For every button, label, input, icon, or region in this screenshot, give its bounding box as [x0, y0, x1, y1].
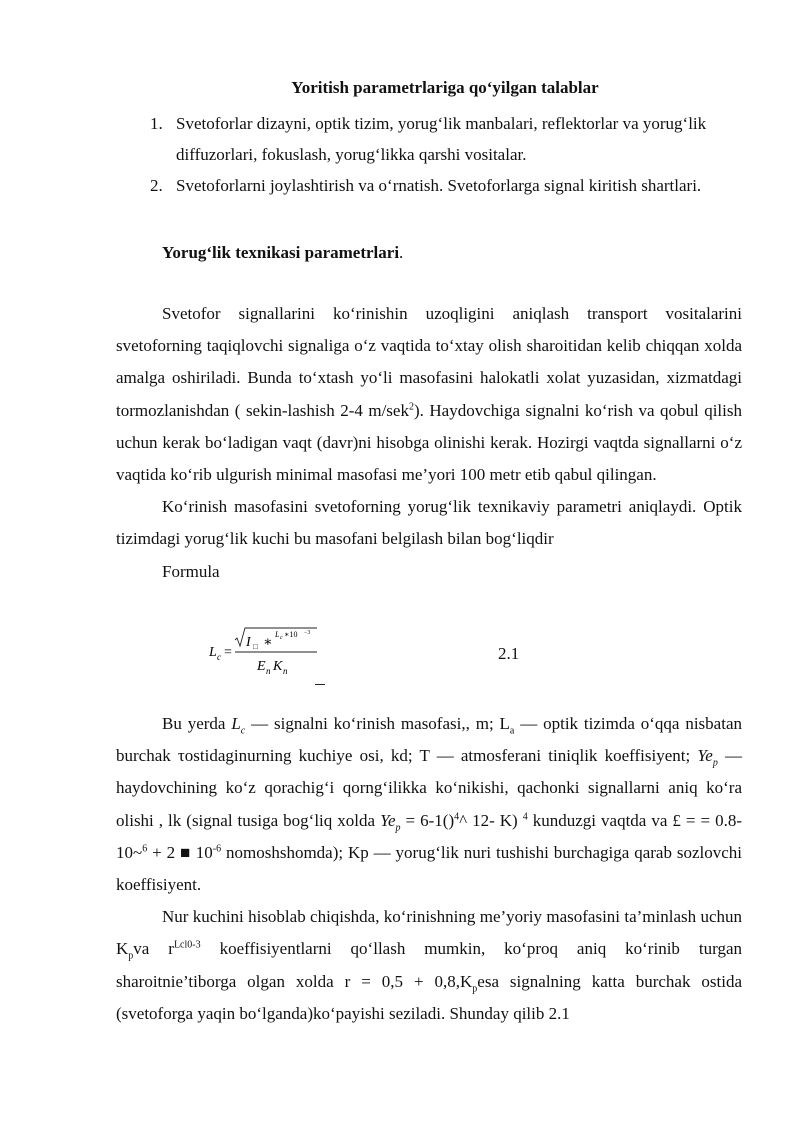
subscript: p: [128, 950, 134, 962]
superscript: 2: [408, 400, 414, 412]
list-item-number: 1.: [150, 114, 163, 133]
formula-label: Formula: [162, 561, 220, 581]
paragraph: [116, 491, 742, 555]
formula-exp-rest: ∗10: [284, 630, 298, 639]
formula-equals: =: [224, 645, 232, 660]
formula-num-star: ∗: [263, 635, 273, 650]
formula-svg: [205, 626, 325, 680]
paragraph-text: Nur kuchini hisoblab chiqishda, ko‘rinishning me’yoriy masofasini ta’minlash uchun K: [116, 907, 742, 959]
subscript: c: [240, 725, 246, 737]
list-item: [150, 108, 710, 170]
paragraph-text: Svetofor signallarini ko‘rinishin uzoqligini aniqlash transport vositalarini svetoforning taqiqlovchi signaliga o‘z vaqtida to‘xtay olish sharoitidan kelib chiqqan xolda amalga oshiriladi. Bunda to‘xtash yo‘li masofasini halokatli xolat yuzasidan, xizmatdagi tormozlanishdan ( sekin-lashish 2-4 m/sek: [116, 304, 742, 420]
paragraph-text: ). Haydovchiga signalni ko‘rish va qobul qilish uchun kerak bo‘ladigan vaqt (davr)ni hisobga olinishi kerak. Hozirgi vaqtda signallarni o‘z vaqtida ko‘rib ulgurish minimal masofasi me’yori 100 metr etib qabul qilingan.: [116, 400, 742, 485]
list-item-text: Svetoforlarni joylashtirish va o‘rnatish. Svetoforlarga signal kiritish shartlari.: [176, 176, 702, 195]
formula-den-E-sub: n: [266, 666, 271, 676]
paragraph-text: Ko‘rinish masofasini svetoforning yorug‘lik texnikaviy parametri aniqlaydi. Optik tizimdagi yorug‘lik kuchi bu masofani belgilash bilan bog‘liqdir: [116, 497, 742, 549]
formula-num-box: □: [253, 642, 258, 651]
formula-num-I: I: [246, 635, 251, 650]
superscript: 4: [522, 810, 528, 822]
paragraph: [116, 298, 742, 491]
formula-exp-L: L: [275, 630, 280, 639]
superscript: Lcl0-3: [173, 939, 201, 951]
paragraph-text: ^ 12- K): [459, 810, 523, 830]
formula-den-K: K: [273, 659, 283, 674]
subscript: a: [509, 725, 515, 737]
paragraph-text: = 6-1(): [400, 810, 455, 830]
paragraph-text: esa signalning katta burchak ostida (svetoforga yaqin bo‘lganda)ko‘payishi seziladi. Shunday qilib 2.1: [116, 971, 743, 1023]
paragraph-text: — haydovchining ko‘z qorachig‘i qorng‘ilikka ko‘nikishi, qachonki signallarni aniq ko‘ra olishi , lk (signal tusiga bog‘liq xolda: [116, 746, 742, 830]
paragraph-text: koeffisiyentlarni qo‘llash mumkin, ko‘proq aniq ko‘rinib turgan sharoitnie’tiborga olgan xolda r = 0,5 + 0,8,K: [116, 939, 742, 991]
subscript: p: [712, 757, 718, 769]
divider-dash: [315, 684, 325, 685]
list-item-text: Svetoforlar dizayni, optik tizim, yorug‘lik manbalari, reflektorlar va yorug‘lik diffuzorlari, fokuslash, yorug‘likka qarshi vositalar.: [176, 114, 707, 164]
paragraph-text: — signalni ko‘rinish masofasi,, m; L: [245, 714, 510, 733]
section-heading-dot: .: [399, 243, 404, 262]
paragraph-text: kunduzgi vaqtda va £ = = 0.8-10~: [116, 810, 743, 862]
list-item-number: 2.: [150, 176, 163, 195]
section-heading: [162, 243, 403, 263]
body-text-lower: [116, 708, 742, 1030]
superscript: 6: [142, 843, 148, 855]
paragraph-text: va r: [133, 939, 174, 959]
formula: [205, 626, 325, 680]
list-item: [150, 170, 710, 201]
superscript: 4: [454, 810, 460, 822]
paragraph: [116, 708, 742, 901]
paragraph-text: — optik tizimda o‘qqa nisbatan burchak τostidaginurning kuchiye osi, kd; T — atmosferani tiniqlik koeffisiyent;: [116, 714, 742, 766]
paragraph: [116, 901, 742, 1030]
formula-den-K-sub: n: [283, 666, 288, 676]
symbol-Yep: Ye: [380, 810, 396, 830]
page-title: Yoritish parametrlariga qo‘yilgan talablar: [291, 78, 599, 97]
formula-den-E: E: [257, 659, 266, 674]
numbered-list: [150, 108, 710, 201]
paragraph-text: + 2 ■ 10: [147, 842, 213, 862]
symbol-Yep: Ye: [697, 746, 713, 766]
subscript: p: [472, 983, 478, 995]
formula-exp-sub: c: [280, 635, 283, 641]
formula-exp-pow: −3: [304, 630, 311, 636]
subscript: p: [395, 822, 401, 833]
equation-number: 2.1: [498, 644, 520, 663]
symbol-Lc: L: [231, 714, 241, 733]
formula-lhs: L: [209, 645, 217, 660]
superscript: -6: [212, 843, 222, 855]
body-text-upper: [116, 298, 742, 588]
section-heading-text: Yorug‘lik texnikasi parametrlari: [162, 243, 400, 262]
paragraph-text: Bu yerda: [162, 714, 232, 733]
paragraph-text: nomoshshomda); Kp — yorug‘lik nuri tushishi burchagiga qarab sozlovchi koeffisiyent.: [116, 842, 742, 895]
formula-lhs-sub: c: [217, 652, 221, 662]
